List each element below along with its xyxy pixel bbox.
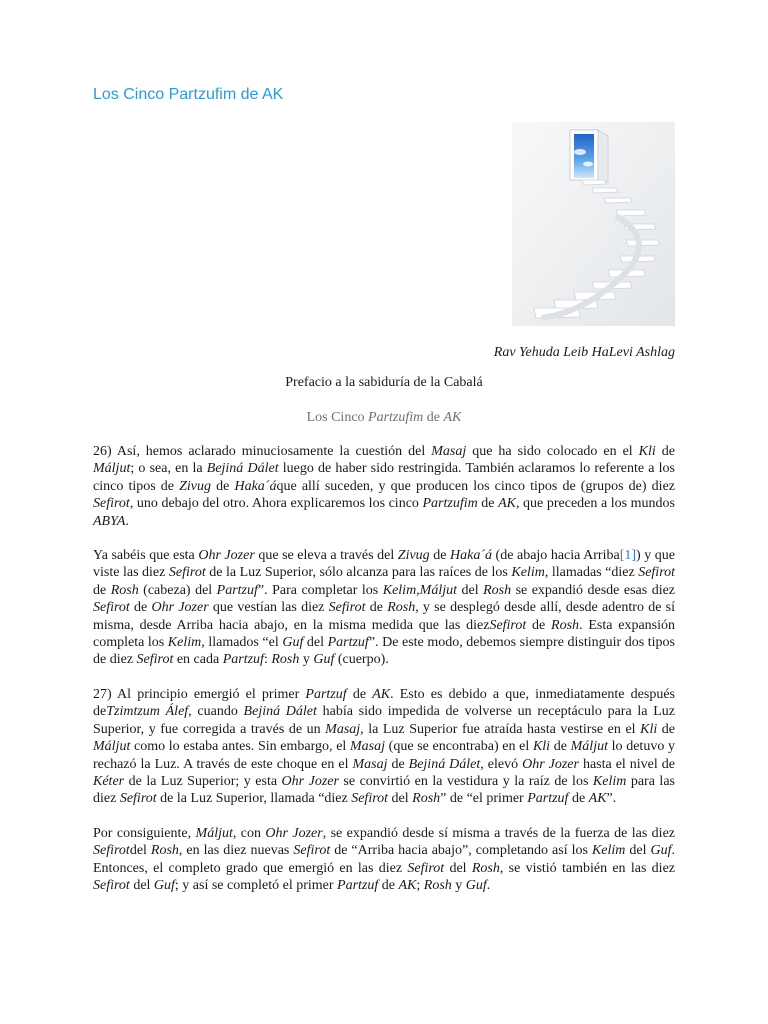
text-run: de: [568, 791, 589, 807]
term-italic: Sefirot: [93, 496, 130, 512]
text-run: (que se encontraba) en el: [384, 739, 533, 755]
term-italic: Sefirot: [351, 791, 389, 807]
term-italic: Ohr Jozer: [281, 773, 339, 789]
term-italic: Máljut: [570, 739, 608, 755]
text-run: de: [526, 617, 552, 633]
text-run: que vestían las diez: [208, 600, 329, 616]
subtitle-part: Los Cinco: [306, 410, 369, 425]
text-run: , llamados “el: [201, 635, 283, 651]
term-italic: Kli: [532, 739, 551, 755]
text-run: .: [486, 877, 491, 893]
term-italic: Masaj: [349, 739, 385, 755]
term-italic: Sefirot: [489, 617, 527, 633]
text-run: . Esto es debido a que, inmediatamente después de: [93, 686, 675, 720]
text-run: que se eleva a través del: [254, 548, 398, 564]
text-run: de: [346, 686, 373, 702]
author-name: Rav Yehuda Leib HaLevi Ashlag: [493, 345, 675, 360]
text-run: en cada: [173, 652, 223, 668]
text-run: como lo estaba antes. Sin embargo, el: [130, 739, 350, 755]
term-italic: Guf: [153, 877, 175, 893]
text-run: (cabeza) del: [138, 582, 217, 598]
text-run: de: [477, 496, 499, 512]
text-run: (cuerpo).: [334, 652, 389, 668]
text-run: ) y que viste las diez: [93, 548, 676, 581]
term-italic: Rosh: [387, 600, 416, 616]
term-italic: Kéter: [93, 773, 125, 789]
text-run: de: [129, 600, 152, 616]
footnote-link[interactable]: [1]: [619, 548, 637, 564]
term-italic: Guf: [465, 877, 487, 893]
term-italic: Máljut: [195, 825, 233, 841]
text-run: 27) Al principio emergió el primer: [93, 686, 306, 702]
text-run: , se expandió desde sí misma a través de la fuerza de las diez: [322, 825, 675, 841]
term-italic: Sefirot: [93, 877, 130, 893]
term-italic: Rosh: [150, 843, 179, 859]
text-run: y: [451, 877, 466, 893]
text-run: de la Luz Superior, sólo alcanza para las raíces de los: [205, 565, 512, 581]
term-italic: Ohr Jozer: [265, 825, 323, 841]
preface-title: Prefacio a la sabiduría de la Cabalá: [285, 375, 483, 390]
term-italic: Sefirot: [638, 565, 676, 581]
term-italic: Kelim: [167, 635, 202, 651]
text-run: del: [129, 843, 151, 859]
term-italic: Sefirot: [93, 600, 130, 616]
paragraph: [93, 825, 675, 895]
term-italic: Rosh: [412, 791, 441, 807]
term-italic: Partzuf: [216, 582, 258, 598]
term-italic: Sefirot: [168, 565, 206, 581]
term-italic: Partzuf: [327, 635, 369, 651]
term-italic: Kelim,Máljut: [382, 582, 458, 598]
term-italic: Bejiná Dálet: [206, 461, 279, 477]
term-italic: Máljut: [93, 461, 131, 477]
staircase-illustration: [512, 122, 675, 326]
term-italic: AK: [398, 877, 417, 893]
text-run: hasta el nivel de: [578, 756, 675, 772]
text-run: de: [655, 444, 675, 459]
term-italic: Ohr Jozer: [198, 548, 255, 564]
term-italic: Zivug: [179, 478, 212, 494]
text-run: .: [125, 513, 129, 529]
text-run: ; y así se completó el primer: [174, 877, 338, 893]
term-italic: Sefirot: [328, 600, 366, 616]
text-run: había sido impedida de volverse un receptáculo para la Luz Superior, y fue corregida a través de un: [93, 704, 675, 737]
term-italic: Rosh: [271, 652, 300, 668]
text-run: del: [129, 877, 154, 893]
text-run: , que preceden a los mundos: [515, 496, 675, 512]
term-italic: Ohr Jozer: [151, 600, 209, 616]
text-run: Ya sabéis que esta: [93, 548, 199, 564]
term-italic: Partzuf: [305, 686, 347, 702]
term-italic: AK: [372, 686, 391, 702]
term-italic: AK: [588, 791, 607, 807]
section-subtitle: [0, 410, 768, 426]
text-run: que ha sido colocado en el: [466, 444, 639, 459]
text-run: , y se desplegó desde allí, desde adentro de sí misma, desde Arriba hacia abajo, en la misma medida que las diez: [93, 600, 676, 633]
term-italic: Masaj: [325, 721, 361, 737]
text-run: ; o sea, en la: [130, 461, 207, 477]
text-run: de “Arriba hacia abajo”, completando así los: [330, 843, 592, 859]
text-run: de: [365, 600, 388, 616]
term-italic: Máljut: [93, 739, 131, 755]
term-italic: Kli: [638, 444, 656, 459]
term-italic: Guf: [282, 635, 304, 651]
text-run: ”. Para completar los: [257, 582, 383, 598]
text-run: , cuando: [188, 704, 244, 720]
term-italic: Sefirot: [293, 843, 331, 859]
term-italic: Bejiná Dálet: [243, 704, 317, 720]
term-italic: Partzuf: [527, 791, 569, 807]
subtitle-part: de: [423, 410, 444, 425]
term-italic: Rosh: [471, 860, 500, 876]
term-italic: Masaj: [431, 444, 467, 459]
text-run: (de abajo hacia Arriba: [492, 548, 620, 564]
term-italic: ABYA: [93, 513, 126, 529]
text-run: se convirtió en la vestidura y la raíz de los: [338, 773, 593, 789]
term-italic: Partzuf: [222, 652, 264, 668]
term-italic: Bejiná Dálet: [408, 756, 481, 772]
term-italic: Tzimtzum Álef: [106, 704, 189, 720]
text-run: , con: [232, 825, 266, 841]
text-run: de: [378, 877, 399, 893]
paragraph: [93, 686, 675, 808]
term-italic: Guf: [313, 652, 335, 668]
text-run: se expandió desde esas diez: [511, 582, 676, 598]
term-italic: Partzufim: [422, 496, 478, 512]
text-run: del: [303, 635, 328, 651]
text-run: ;: [416, 877, 424, 893]
body-text: [93, 443, 675, 911]
text-run: de: [550, 739, 571, 755]
text-run: y: [299, 652, 314, 668]
term-italic: Kelim: [592, 773, 627, 789]
text-run: de: [387, 756, 409, 772]
text-run: Por consiguiente,: [93, 825, 196, 841]
text-run: :: [263, 652, 272, 668]
text-run: ” de “el primer: [440, 791, 528, 807]
term-italic: Sefirot: [93, 843, 130, 859]
text-run: del: [444, 860, 472, 876]
text-run: . Esta expansión completa los: [93, 617, 675, 651]
text-run: de: [93, 582, 111, 598]
paragraph: [93, 547, 675, 669]
term-italic: Kelim: [591, 843, 626, 859]
term-italic: Zivug: [397, 548, 430, 564]
term-italic: Masaj: [352, 756, 388, 772]
text-run: ”. De este modo, debemos siempre distinguir dos tipos de diez: [93, 635, 675, 668]
text-run: del: [625, 843, 651, 859]
text-run: de: [211, 478, 235, 494]
subtitle-part: Partzufim: [368, 410, 424, 425]
text-run: de la Luz Superior, llamada “diez: [156, 791, 352, 807]
text-run: de: [657, 721, 676, 737]
text-run: del: [388, 791, 413, 807]
paragraph: [93, 443, 675, 530]
text-run: para las diez: [93, 773, 675, 807]
text-run: luego de haber sido restringida. También aclaramos lo referente a los cinco tipos de: [93, 461, 675, 494]
text-run: de: [429, 548, 450, 564]
text-run: del: [457, 582, 484, 598]
term-italic: Rosh: [423, 877, 452, 893]
term-italic: AK: [498, 496, 516, 512]
term-italic: Ohr Jozer: [522, 756, 579, 772]
text-run: 26) Así, hemos aclarado minuciosamente la cuestión del: [93, 444, 432, 459]
text-run: lo detuvo y rechazó la Luz. A través de este choque en el: [93, 739, 675, 772]
text-run: , llamadas “diez: [544, 565, 639, 581]
term-italic: Guf: [650, 843, 672, 859]
text-run: , la Luz Superior fue atraída hasta vestirse en el: [360, 721, 641, 737]
document-heading: Los Cinco Partzufim de AK: [93, 86, 284, 103]
term-italic: Haka´á: [234, 478, 277, 494]
term-italic: Sefirot: [119, 791, 157, 807]
text-run: , elevó: [480, 756, 523, 772]
text-run: de la Luz Superior; y esta: [124, 773, 282, 789]
term-italic: Sefirot: [136, 652, 174, 668]
text-run: que allí suceden, y que producen los cinco tipos de (grupos de) diez: [276, 478, 675, 494]
term-italic: Haka´á: [450, 548, 492, 564]
term-italic: Partzuf: [337, 877, 379, 893]
term-italic: Kli: [640, 721, 658, 737]
term-italic: Rosh: [551, 617, 580, 633]
term-italic: Sefirot: [407, 860, 445, 876]
term-italic: Rosh: [483, 582, 512, 598]
text-run: , en las diez nuevas: [178, 843, 294, 859]
text-run: , uno debajo del otro. Ahora explicaremos los cinco: [129, 496, 423, 512]
subtitle-part: AK: [443, 410, 462, 425]
text-run: . Entonces, el completo grado que emergió en las diez: [93, 843, 675, 876]
text-run: ”.: [606, 791, 617, 807]
text-run: , se vistió también en las diez: [499, 860, 675, 876]
term-italic: Rosh: [110, 582, 139, 598]
term-italic: Kelim: [511, 565, 545, 581]
